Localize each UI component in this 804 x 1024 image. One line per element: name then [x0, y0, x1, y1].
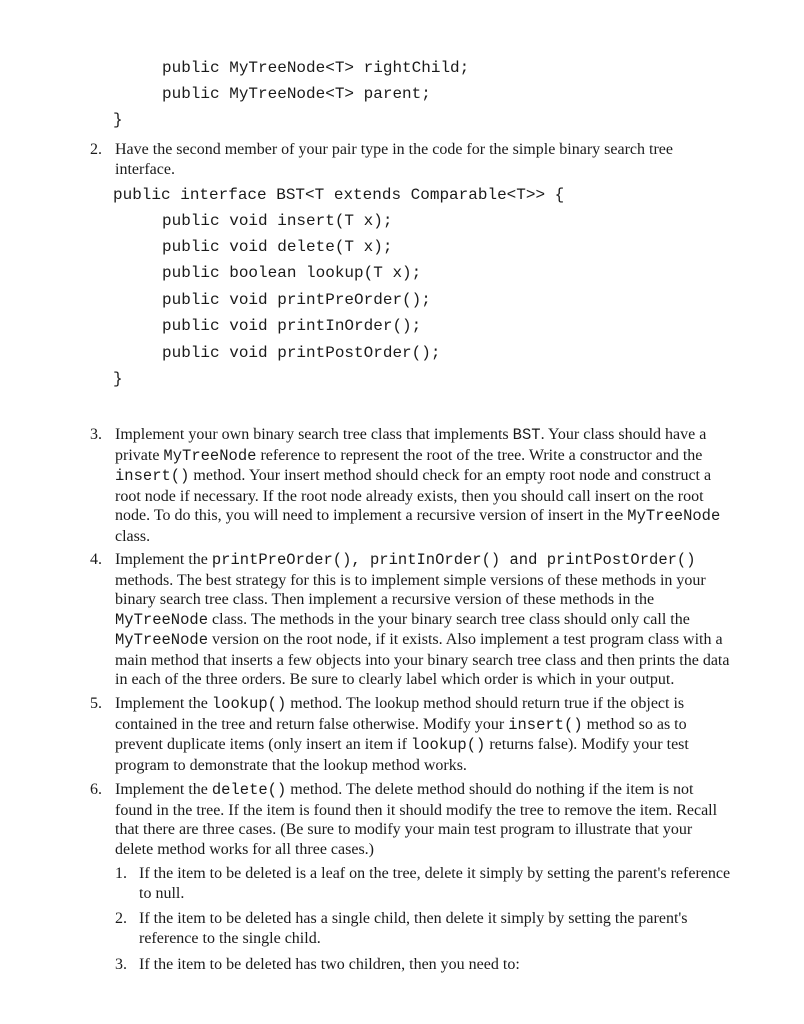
code-method-printpostorder: public void printPostOrder();: [162, 344, 441, 362]
code-line-rightchild: public MyTreeNode<T> rightChild;: [162, 59, 470, 77]
sublist-item-leaf: If the item to be deleted is a leaf on the tree, delete it simply by setting the parent's reference to null.: [139, 865, 731, 902]
code-interface-close: }: [113, 370, 123, 388]
inline-code-lookup: lookup(): [410, 736, 486, 754]
inline-code-mytreenode: MyTreeNode: [627, 507, 721, 525]
list-number-3: 3.: [90, 426, 102, 443]
code-line-parent: public MyTreeNode<T> parent;: [162, 85, 431, 103]
inline-code-insert: insert(): [508, 715, 583, 734]
inline-code-print-methods: printPreOrder(), printInOrder() and printPostOrder(): [211, 551, 696, 569]
sublist-number-2: 2.: [115, 910, 127, 927]
sublist-number-3: 3.: [115, 956, 127, 973]
code-closing-brace: }: [113, 111, 123, 129]
list-number-4: 4.: [90, 551, 102, 568]
item-4-text: Implement the printPreOrder(), printInOrder() and printPostOrder() methods. The best strategy for this is to implement simple versions of these methods in your binary search tree class. Then implement a recursive version of these methods in the MyTreeNode class. The methods in the your binary search tree class should only call the MyTreeNode version on the root node, if it exists. Also implement a test program class with a main method that inserts a few objects into your binary search tree class and then prints the data in each of the three orders. Be sure to clearly label which order is which in your output.: [115, 551, 730, 688]
inline-code-mytreenode: MyTreeNode: [163, 446, 257, 465]
code-method-lookup: public boolean lookup(T x);: [162, 264, 422, 282]
sublist-item-single-child: If the item to be deleted has a single child, then delete it simply by setting the parent's reference to the single child.: [139, 910, 688, 947]
item-3-text: Implement your own binary search tree class that implements BST. Your class should have a private MyTreeNode reference to represent the root of the tree. Write a constructor and the insert() method. Your insert method should check for an empty root node and construct a root node if necessary. If the root node already exists, then you should call insert on the root node. To do this, you will need to implement a recursive version of insert in the MyTreeNode class.: [115, 426, 721, 545]
inline-code-bst: BST: [512, 426, 541, 444]
item-2-text: Have the second member of your pair type in the code for the simple binary search tree interface.: [115, 141, 674, 178]
inline-code-mytreenode: MyTreeNode: [115, 610, 209, 629]
code-method-insert: public void insert(T x);: [162, 212, 393, 230]
code-interface-header: public interface BST<T extends Comparable<T>> {: [113, 186, 565, 204]
inline-code-delete: delete(): [211, 781, 287, 799]
item-5-text: Implement the lookup() method. The lookup method should return true if the object is contained in the tree and return false otherwise. Modify your insert() method so as to prevent duplicate items (only insert an item if lookup() returns false). Modify your test program to demonstrate that the lookup method works.: [115, 695, 689, 774]
list-number-2: 2.: [90, 141, 102, 158]
item-6-text: Implement the delete() method. The delete method should do nothing if the item is not found in the tree. If the item is found then it should modify the tree to remove the item. Recall that there are three cases. (Be sure to modify your main test program to illustrate that your delete method works for all three cases.): [115, 781, 718, 858]
sublist-number-1: 1.: [115, 865, 127, 882]
list-number-5: 5.: [90, 695, 102, 712]
code-method-printpreorder: public void printPreOrder();: [162, 291, 431, 309]
sublist-item-two-children: If the item to be deleted has two children, then you need to:: [139, 956, 520, 973]
inline-code-mytreenode: MyTreeNode: [115, 631, 209, 649]
inline-code-lookup: lookup(): [211, 695, 287, 713]
code-method-printinorder: public void printInOrder();: [162, 317, 422, 335]
code-method-delete: public void delete(T x);: [162, 238, 393, 256]
inline-code-insert: insert(): [115, 467, 190, 485]
list-number-6: 6.: [90, 781, 102, 798]
